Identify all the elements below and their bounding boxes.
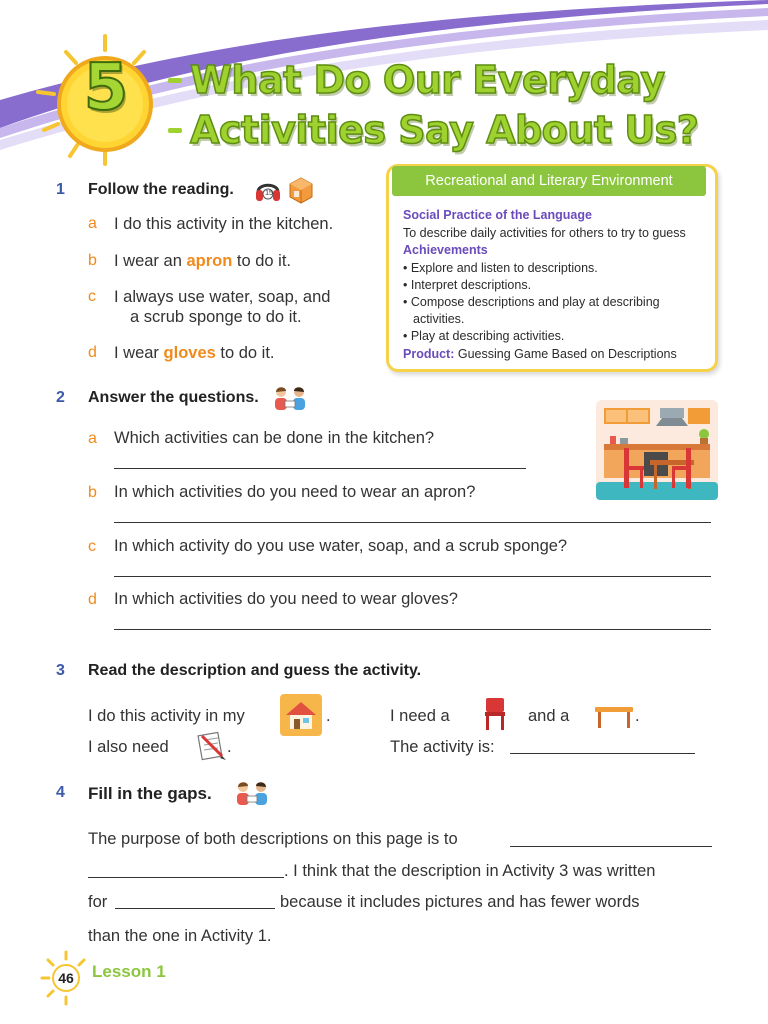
need-end: . bbox=[635, 707, 640, 725]
kitchen-illustration bbox=[596, 400, 718, 500]
question-d: In which activities do you need to wear gloves? bbox=[114, 590, 458, 608]
item-letter: a bbox=[88, 215, 97, 232]
product-label: Product: bbox=[403, 347, 455, 361]
chair-icon bbox=[482, 696, 508, 732]
item-letter: d bbox=[88, 591, 97, 608]
page-number: 46 bbox=[52, 964, 80, 992]
achievement-item: activities. bbox=[413, 312, 465, 326]
answer-line-a[interactable] bbox=[114, 468, 526, 469]
reading-item-a: I do this activity in the kitchen. bbox=[114, 215, 334, 233]
activity4-heading: Fill in the gaps. bbox=[88, 784, 212, 803]
item-letter: b bbox=[88, 252, 97, 269]
product-text: Guessing Game Based on Descriptions bbox=[457, 347, 677, 361]
house-icon bbox=[280, 694, 322, 736]
reading-item-c-line2: a scrub sponge to do it. bbox=[130, 308, 302, 326]
activity1-heading: Follow the reading. bbox=[88, 181, 234, 198]
item-letter: d bbox=[88, 344, 97, 361]
pair-work-icon bbox=[272, 385, 308, 411]
title-dash bbox=[168, 128, 182, 133]
page-title-line2: Activities Say About Us? bbox=[190, 108, 699, 152]
lesson-label: Lesson 1 bbox=[92, 962, 166, 981]
question-c: In which activity do you use water, soap, and a scrub sponge? bbox=[114, 537, 568, 555]
info-box-title: Recreational and Literary Environment bbox=[392, 166, 706, 196]
gap-line-3[interactable] bbox=[115, 908, 275, 909]
question-a: Which activities can be done in the kitchen? bbox=[114, 429, 435, 447]
fill-line4: than the one in Activity 1. bbox=[88, 927, 272, 945]
question-b: In which activities do you need to wear an apron? bbox=[114, 483, 476, 501]
fill-line3-pre: for bbox=[88, 893, 108, 911]
reading-item-c-line1: I always use water, soap, and bbox=[114, 288, 331, 306]
need-and-text: and a bbox=[528, 707, 570, 725]
track-number: 15 bbox=[265, 190, 273, 197]
reading-item-b bbox=[114, 251, 291, 271]
answer-label: The activity is: bbox=[390, 738, 495, 756]
pair-work-icon bbox=[234, 780, 270, 806]
answer-line-c[interactable] bbox=[114, 576, 711, 577]
page-title-line1: What Do Our Everyday bbox=[190, 58, 665, 102]
fill-line1: The purpose of both descriptions on this page is to bbox=[88, 830, 458, 848]
achievement-item: • Interpret descriptions. bbox=[403, 278, 532, 292]
text-part: I wear bbox=[114, 344, 164, 362]
reading-item-d bbox=[114, 343, 275, 363]
activity-number: 2 bbox=[56, 389, 65, 406]
highlight-apron: apron bbox=[186, 252, 233, 270]
unit-number: 5 bbox=[83, 51, 129, 125]
activity-number: 1 bbox=[56, 181, 65, 198]
title-dash bbox=[168, 78, 182, 83]
desc-line2: I also need bbox=[88, 738, 169, 756]
gap-line-2[interactable] bbox=[88, 877, 284, 878]
activity3-heading: Read the description and guess the activity. bbox=[88, 662, 422, 679]
item-letter: c bbox=[88, 538, 96, 555]
item-letter: a bbox=[88, 430, 97, 447]
achievement-item: • Play at describing activities. bbox=[403, 329, 565, 343]
table-icon bbox=[594, 704, 634, 730]
fill-line3-post: because it includes pictures and has fewer words bbox=[280, 893, 640, 911]
item-letter: b bbox=[88, 484, 97, 501]
activity-number: 4 bbox=[56, 784, 65, 801]
answer-line-b[interactable] bbox=[114, 522, 711, 523]
achievement-item: • Explore and listen to descriptions. bbox=[403, 261, 598, 275]
fill-line2: . I think that the description in Activity 3 was written bbox=[284, 862, 656, 880]
text-part: to do it. bbox=[232, 252, 292, 270]
highlight-gloves: gloves bbox=[163, 344, 216, 362]
reading-cube-icon bbox=[288, 176, 314, 204]
social-practice-text: To describe daily activities for others to try to guess bbox=[403, 226, 686, 240]
achievement-item: • Compose descriptions and play at describing bbox=[403, 295, 660, 309]
item-letter: c bbox=[88, 288, 96, 305]
desc-line2-end: . bbox=[227, 738, 232, 756]
product-line bbox=[403, 346, 677, 362]
activity-number: 3 bbox=[56, 662, 65, 679]
answer-line-d[interactable] bbox=[114, 629, 711, 630]
notebook-icon bbox=[196, 730, 228, 762]
need-text: I need a bbox=[390, 707, 450, 725]
text-part: to do it. bbox=[215, 344, 275, 362]
social-practice-label: Social Practice of the Language bbox=[403, 208, 592, 222]
activity-answer-line[interactable] bbox=[510, 753, 695, 754]
text-part: I wear an bbox=[114, 252, 187, 270]
desc-line1: I do this activity in my bbox=[88, 707, 245, 725]
achievements-label: Achievements bbox=[403, 243, 488, 257]
activity2-heading: Answer the questions. bbox=[88, 389, 259, 406]
gap-line-1[interactable] bbox=[510, 846, 712, 847]
desc-line1-end: . bbox=[326, 707, 331, 725]
